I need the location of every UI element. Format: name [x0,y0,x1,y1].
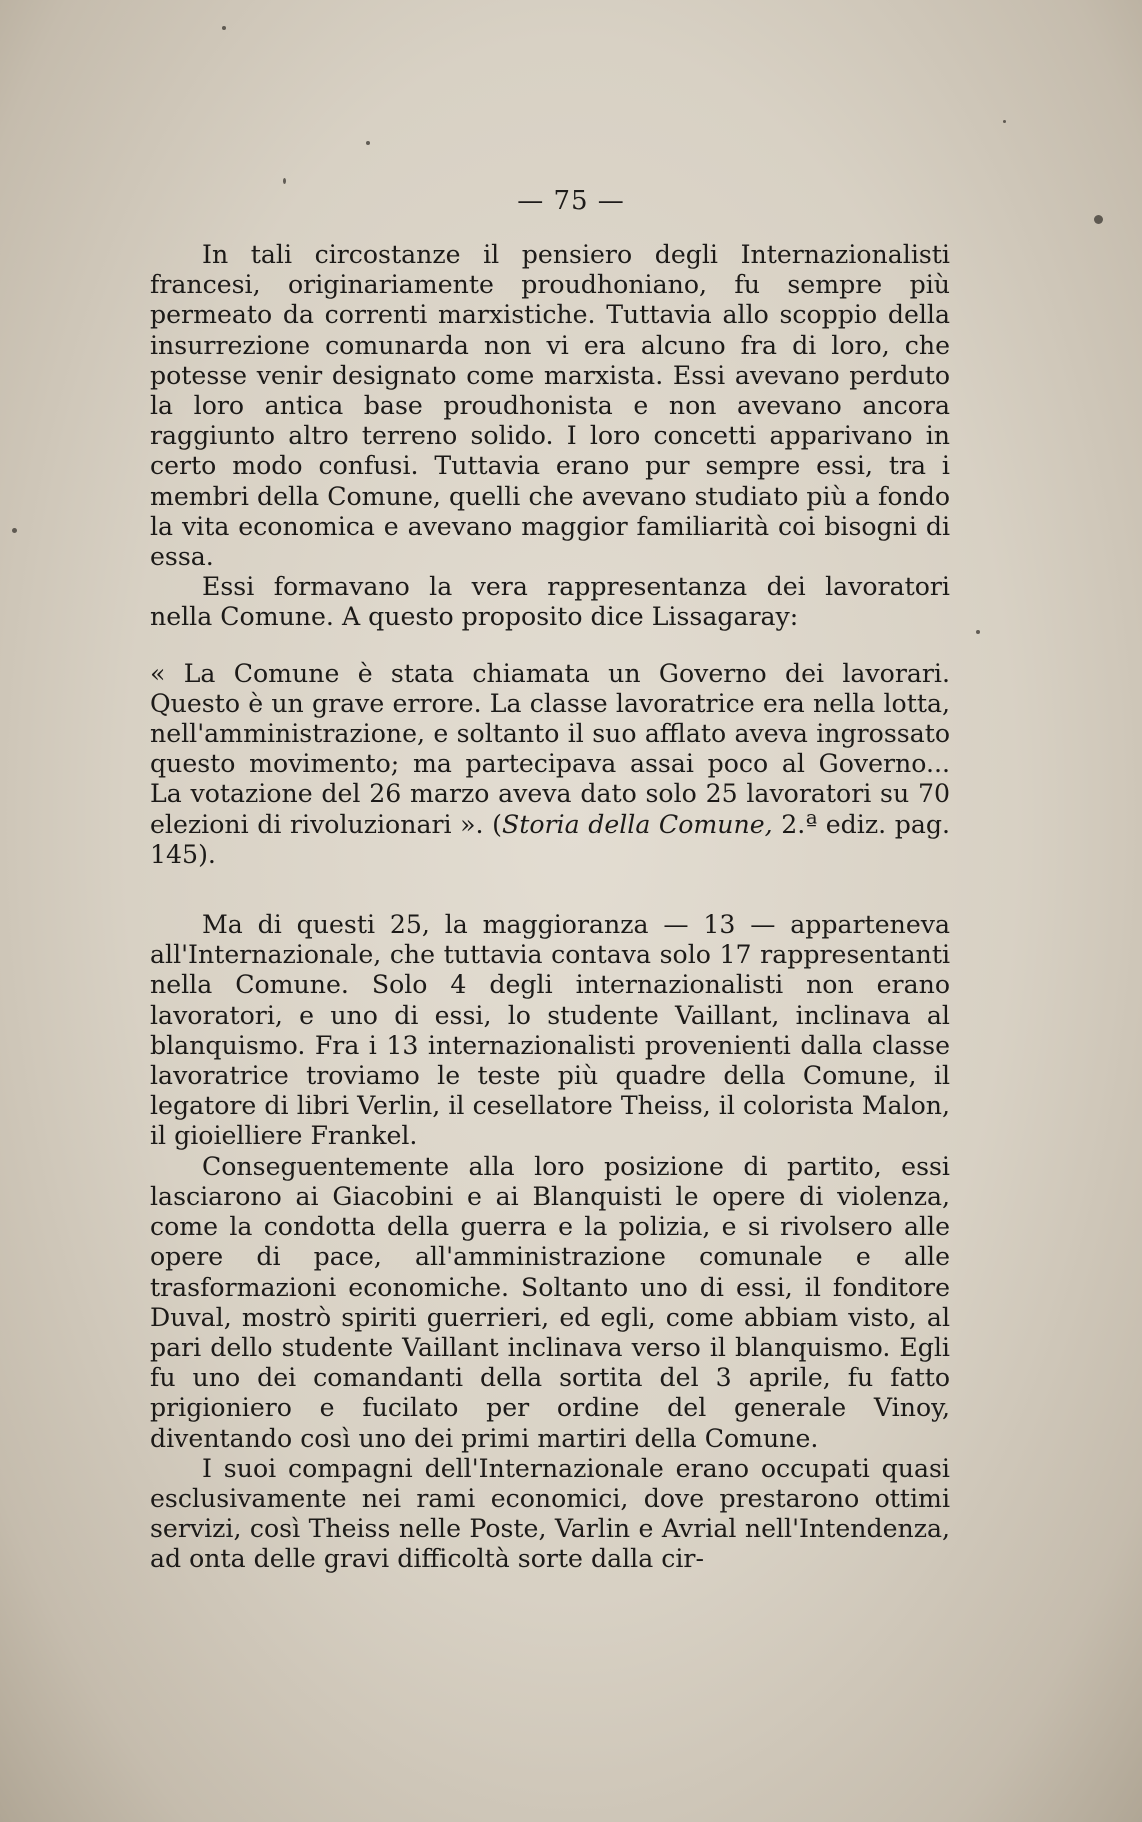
paragraph-2: Essi formavano la vera rappresentanza dei lavoratori nella Comune. A questo proposito dice Lissagaray: [150,572,950,632]
dust-speck [283,178,286,184]
body-text [150,240,950,1575]
citation-title: Storia della Comune, [501,809,773,839]
paragraph-1: In tali circostanze il pensiero degli Internazionalisti francesi, originariamente proudhoniano, fu sempre più permeato da correnti marxistiche. Tuttavia allo scoppio della insurrezione comunarda non vi era alcuno fra di loro, che potesse venir designato come marxista. Essi avevano perduto la loro antica base proudhonista e non avevano ancora raggiunto altro terreno solido. I loro concetti apparivano in certo modo confusi. Tuttavia erano pur sempre essi, tra i membri della Comune, quelli che avevano studiato più a fondo la vita economica e avevano maggior familiarità coi bisogni di essa. [150,240,950,572]
page-number: — 75 — [517,186,625,216]
quote-text: « La Comune è stata chiamata un Governo dei lavorari. Questo è un grave errore. La classe lavoratrice era nella lotta, nell'amministrazione, e soltanto il suo afflato aveva ingrossato questo movimento; ma partecipava assai poco al Governo... La votazione del 26 marzo aveva dato solo 25 lavoratori su 70 elezioni di rivoluzionari ». [150,658,950,839]
citation-open-paren: ( [492,809,502,839]
dust-speck [1003,120,1006,123]
dust-speck [366,141,370,145]
dust-speck [222,26,226,30]
paragraph-5: I suoi compagni dell'Internazionale erano occupati quasi esclusivamente nei rami economici, dove prestarono ottimi servizi, così Theiss nelle Poste, Varlin e Avrial nell'Intendenza, ad onta delle gravi difficoltà sorte dalla cir- [150,1453,950,1574]
dust-speck [12,528,17,533]
block-quote [150,659,950,870]
citation-edition: 2.ª ediz. pag. 145). [150,809,950,869]
paragraph-4: Conseguentemente alla loro posizione di partito, essi lasciarono ai Giacobini e ai Blanquisti le opere di violenza, come la condotta della guerra e la polizia, e si rivolsero alle opere di pace, all'amministrazione comunale e alle trasformazioni economiche. Soltanto uno di essi, il fonditore Duval, mostrò spiriti guerrieri, ed egli, come abbiam visto, al pari dello studente Vaillant inclinava verso il blanquismo. Egli fu uno dei comandanti della sortita del 3 aprile, fu fatto prigioniero e fucilato per ordine del generale Vinoy, diventando così uno dei primi martiri della Comune. [150,1151,950,1453]
paragraph-3: Ma di questi 25, la maggioranza — 13 — apparteneva all'Internazionale, che tuttavia contava solo 17 rappresentanti nella Comune. Solo 4 degli internazionalisti non erano lavoratori, e uno di essi, lo studente Vaillant, inclinava al blanquismo. Fra i 13 internazionalisti provenienti dalla classe lavoratrice troviamo le teste più quadre della Comune, il legatore di libri Verlin, il cesellatore Theiss, il colorista Malon, il gioielliere Frankel. [150,910,950,1151]
dust-speck [976,630,980,634]
dust-speck [1094,215,1103,224]
